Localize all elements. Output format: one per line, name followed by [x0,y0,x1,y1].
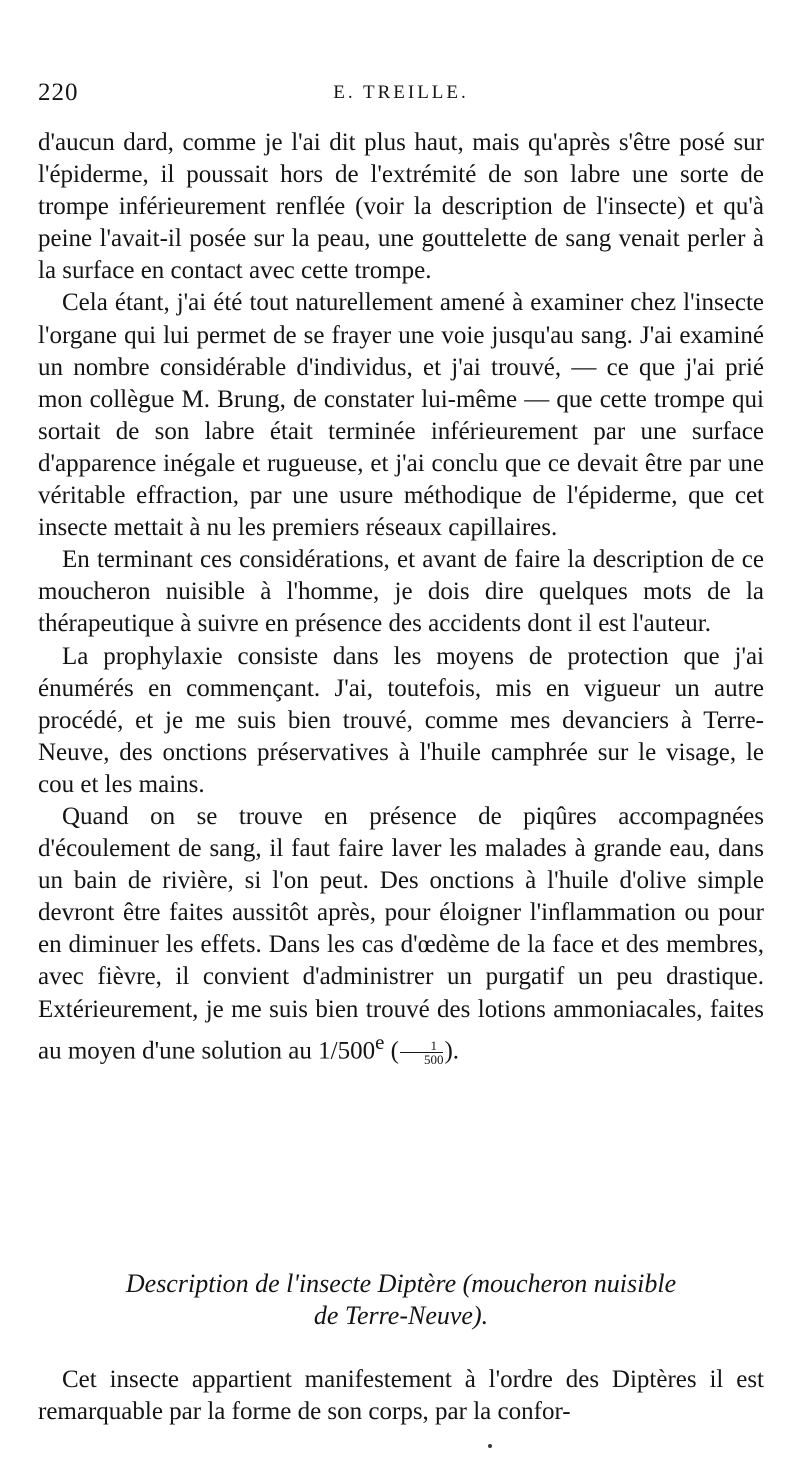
page-number: 220 [38,79,79,106]
paragraph-5-text: Quand on se trouve en présence de piqûres accompagnées d'écoulement de sang, il faut faire laver les malades à grande eau, dans un bain de rivière, si l'on peut. Des onctions à l'huile d'olive simple devront être faites aussitôt après, pour éloigner l'inflammation ou pour en diminuer les effets. Dans les cas d'œdème de la face et des membres, avec fièvre, il convient d'administrer un purgatif un peu drastique. Extérieurement, je me suis bien trouvé des lotions ammoniacales, faites au moyen d'une solution au 1/500 [38,802,764,1064]
ink-speck [488,1444,492,1448]
fraction [400,1039,444,1066]
section-heading-line-1: Description de l'insecte Diptère (moucheron nuisible [125,1269,677,1298]
fraction-denominator: 500 [423,1051,444,1067]
paragraph-4: La prophylaxie consiste dans les moyens de protection que j'ai énumérés en commençant. J'ai, toutefois, mis en vigueur un autre procédé, et je me suis bien trouvé, comme mes devanciers à Terre-Neuve, des onctions préservatives à l'huile camphrée sur le visage, le cou et les mains. [38,642,764,798]
paragraph-3: En terminant ces considérations, et avant de faire la description de ce moucheron nuisible à l'homme, je dois dire quelques mots de la thérapeutique à suivre en présence des accidents dont il est l'auteur. [38,546,764,638]
paragraph-2: Cela étant, j'ai été tout naturellement amené à examiner chez l'insecte l'organe qui lui permet de se frayer une voie jusqu'au sang. J'ai examiné un nombre considérable d'individus, et j'ai trouvé, — ce que j'ai prié mon collègue M. Brung, de constater lui-même — que cette trompe qui sortait de son labre était terminée inférieurement par une surface d'apparence inégale et rugueuse, et j'ai conclu que ce devait être par une véritable effraction, par une usure méthodique de l'épiderme, que cet insecte mettait à nu les premiers réseaux capillaires. [38,289,764,542]
running-head: E. TREILLE. [333,82,469,103]
section-body [38,1364,764,1428]
fraction-numerator: 1 [400,1039,444,1053]
section-paragraph-1: Cet insecte appartient manifestement à l'ordre des Diptères il est remarquable par la forme de son corps, par la confor- [38,1366,764,1426]
section-heading [38,1268,764,1332]
paragraph-5-ending: ). [444,1036,460,1064]
page-header [38,78,764,112]
body-text [38,127,764,1067]
paragraph-1: d'aucun dard, comme je l'ai dit plus haut, mais qu'après s'être posé sur l'épiderme, il poussait hors de l'extrémité de son labre une sorte de trompe inférieurement renflée (voir la description de l'insecte) et qu'à peine l'avait-il posée sur la peau, une gouttelette de sang venait perler à la surface en contact avec cette trompe. [38,129,764,285]
paragraph-5: Quand on se trouve en présence de piqûres accompagnées d'écoulement de sang, il faut faire laver les malades à grande eau, dans un bain de rivière, si l'on peut. Des onctions à l'huile d'olive simple devront être faites aussitôt après, pour éloigner l'inflammation ou pour en diminuer les effets. Dans les cas d'œdème de la face et des membres, avec fièvre, il convient d'administrer un purgatif un peu drastique. Extérieurement, je me suis bien trouvé des lotions ammoniacales, faites au moyen d'une solution au 1/500e ( $\frac{1}{500}$ ). [38,802,764,1067]
section-heading-line-2: de Terre-Neuve). [313,1301,489,1330]
superscript-e: e [375,1029,385,1054]
